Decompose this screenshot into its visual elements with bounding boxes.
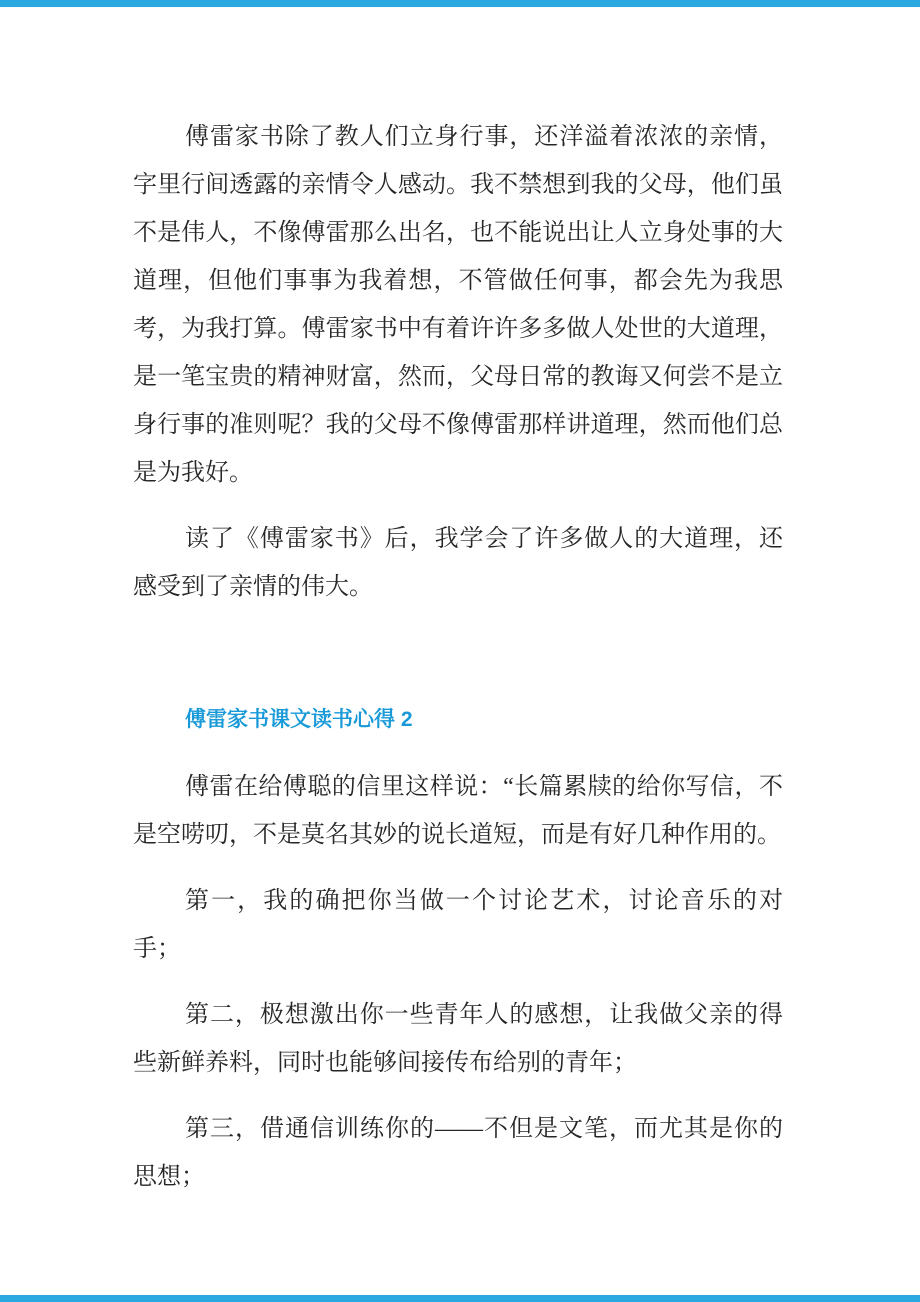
page-bottom-border	[0, 1295, 920, 1302]
body-paragraph: 第二，极想激出你一些青年人的感想，让我做父亲的得些新鲜养料，同时也能够间接传布给别的青年；	[133, 1002, 783, 1076]
body-paragraph: 傅雷在给傅聪的信里这样说：“长篇累牍的给你写信，不是空唠叨，不是莫名其妙的说长道短，而是有好几种作用的。	[133, 774, 783, 848]
body-paragraph: 傅雷家书除了教人们立身行事，还洋溢着浓浓的亲情，字里行间透露的亲情令人感动。我不禁想到我的父母，他们虽不是伟人，不像傅雷那么出名，也不能说出让人立身处事的大道理，但他们事事为我着想，不管做任何事，都会先为我思考，为我打算。傅雷家书中有着许许多多做人处世的大道理，是一笔宝贵的精神财富，然而，父母日常的教诲又何尝不是立身行事的准则呢？我的父母不像傅雷那样讲道理，然而他们总是为我好。	[133, 124, 783, 486]
body-paragraph: 读了《傅雷家书》后，我学会了许多做人的大道理，还感受到了亲情的伟大。	[133, 526, 783, 600]
page-top-border	[0, 0, 920, 7]
body-paragraph: 第三，借通信训练你的——不但是文笔，而尤其是你的思想；	[133, 1116, 783, 1190]
body-paragraph: 第一，我的确把你当做一个讨论艺术，讨论音乐的对手；	[133, 888, 783, 962]
section-heading: 傅雷家书课文读书心得 2	[185, 708, 413, 731]
